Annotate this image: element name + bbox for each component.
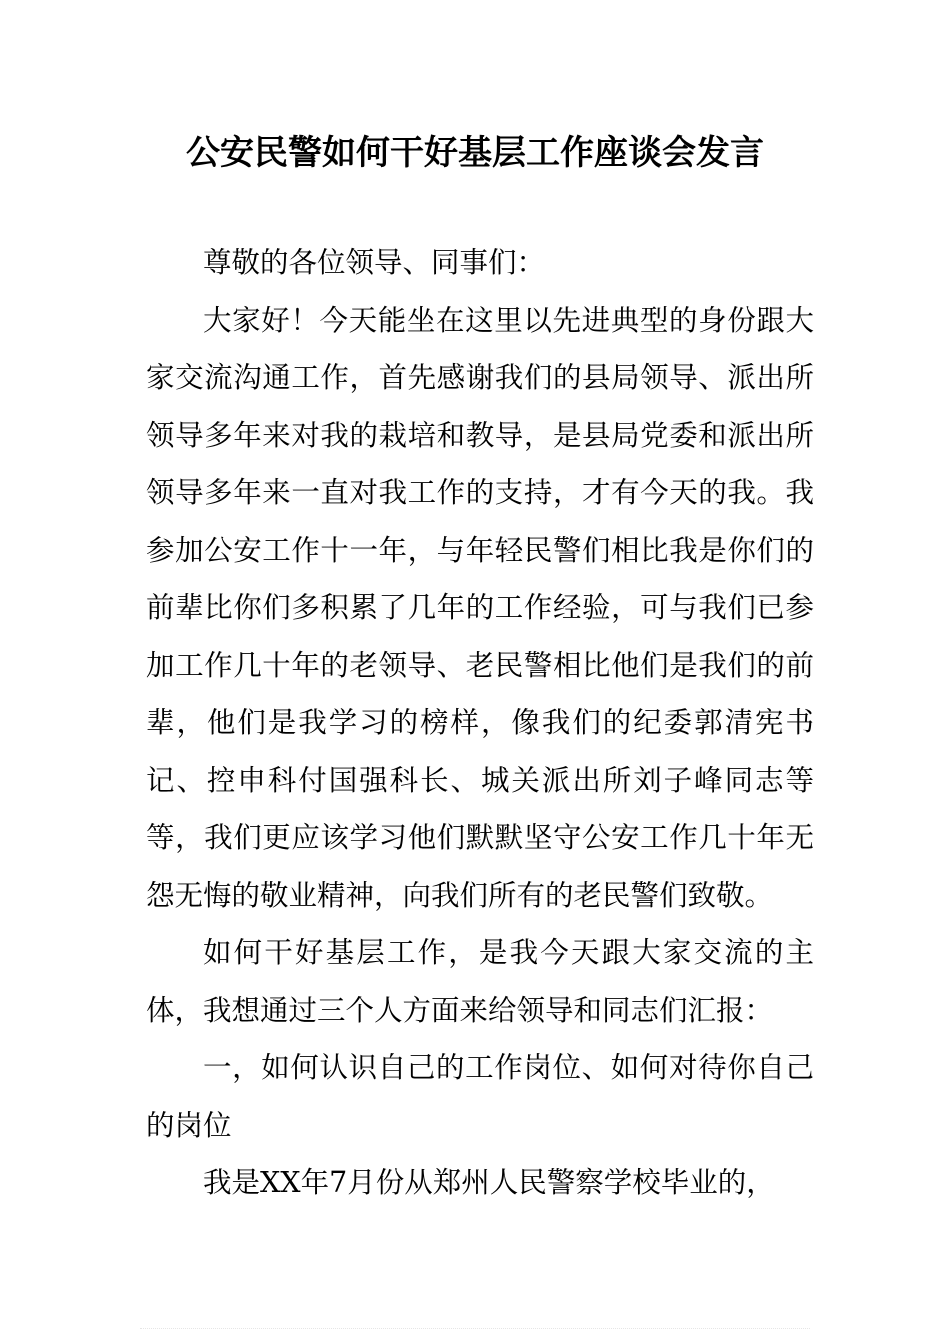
paragraph-section-heading: 一，如何认识自己的工作岗位、如何对待你自己的岗位 (146, 1051, 814, 1142)
paragraph-topic: 如何干好基层工作，是我今天跟大家交流的主体，我想通过三个人方面来给领导和同志们汇报： (146, 936, 814, 1027)
page-bottom-divider (140, 1328, 810, 1330)
paragraph-greeting: 尊敬的各位领导、同事们： (203, 246, 546, 279)
paragraph-introduction: 大家好！今天能坐在这里以先进典型的身份跟大家交流沟通工作，首先感谢我们的县局领导、派出所领导多年来对我的栽培和教导，是县局党委和派出所领导多年来一直对我工作的支持，才有今天的我。我参加公安工作十一年，与年轻民警们相比我是你们的前辈比你们多积累了几年的工作经验，可与我们已参加工作几十年的老领导、老民警相比他们是我们的前辈，他们是我学习的榜样，像我们的纪委郭清宪书记、控申科付国强科长、城关派出所刘子峰同志等等，我们更应该学习他们默默坚守公安工作几十年无怨无悔的敬业精神，向我们所有的老民警们致敬。 (146, 303, 814, 912)
document-title: 公安民警如何干好基层工作座谈会发言 (186, 133, 764, 173)
document-body (146, 234, 814, 1212)
paragraph-section-body: 我是XX年7月份从郑州人民警察学校毕业的， (203, 1166, 775, 1199)
